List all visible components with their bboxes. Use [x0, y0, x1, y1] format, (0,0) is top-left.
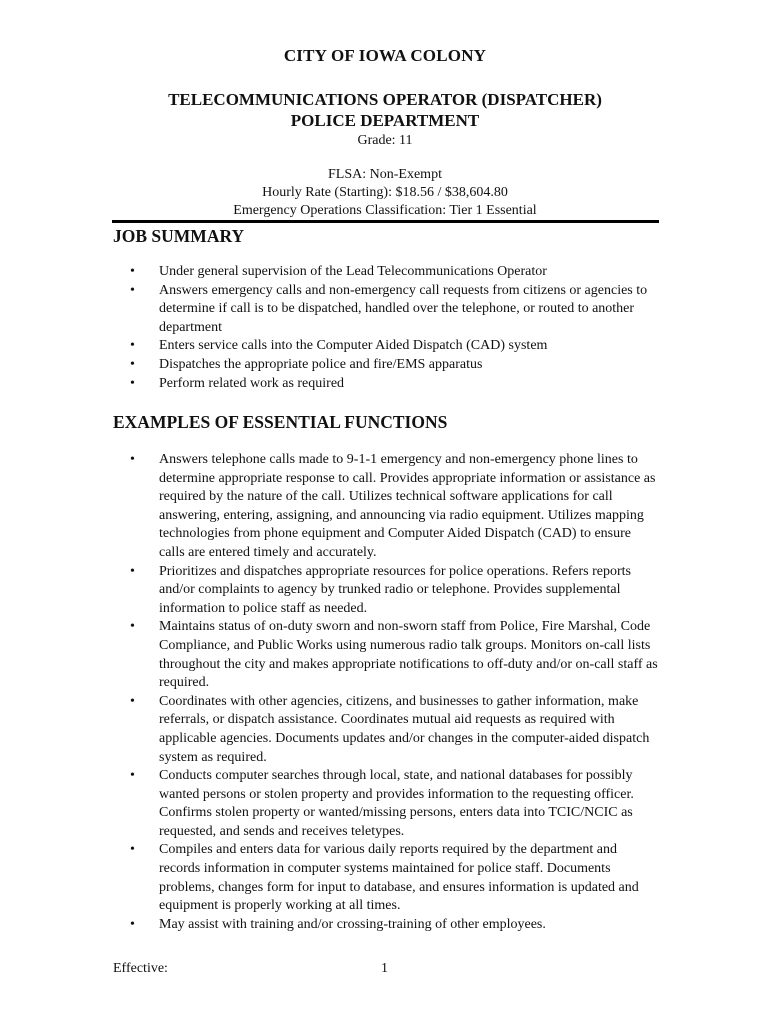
list-item: [113, 563, 658, 619]
list-item: [113, 375, 658, 394]
list-item: [113, 337, 658, 356]
bullet-icon: •: [130, 282, 135, 298]
bullet-icon: •: [130, 842, 135, 858]
department-name: POLICE DEPARTMENT: [290, 111, 480, 130]
list-item-text: Answers emergency calls and non-emergency call requests from citizens or agencies to determine if call is to be dispatched, handled over the telephone, or routed to another department: [159, 282, 648, 335]
list-item-text: Dispatches the appropriate police and fire/EMS apparatus: [159, 356, 483, 372]
list-item-text: Compiles and enters data for various daily reports required by the department and records information in computer systems maintained for police staff. Documents problems, changes form for input to database, and ensures information is updated and equipment is properly working at all times.: [159, 842, 639, 914]
bullet-icon: •: [130, 375, 135, 391]
essential-functions-heading: EXAMPLES OF ESSENTIAL FUNCTIONS: [113, 412, 448, 432]
list-item: [113, 263, 658, 282]
list-item-text: Conducts computer searches through local, state, and national databases for possibly wanted persons or stolen property and provides information to the requesting officer. Confirms stolen property or wanted/missing persons, enters data into TCIC/NCIC as requested, and sends and receives teletypes.: [159, 768, 634, 839]
list-item-text: Coordinates with other agencies, citizens, and businesses to gather information, make referrals, or dispatch assistance. Coordinates mutual aid requests as required with applicable agencies. Documents updates and/or changes in the computer-aided dispatch system as required.: [159, 693, 650, 765]
list-item: [113, 451, 658, 563]
bullet-icon: •: [130, 356, 135, 372]
emergency-classification-line: Emergency Operations Classification: Tier 1 Essential: [233, 203, 537, 218]
list-item-text: Prioritizes and dispatches appropriate resources for police operations. Refers reports and/or complaints to agency by trunked radio or telephone. Provides supplemental information to police staff as needed.: [159, 563, 631, 616]
bullet-icon: •: [130, 768, 135, 784]
list-item: [113, 916, 658, 935]
grade-line: Grade: 11: [357, 133, 413, 148]
list-item: [113, 693, 658, 767]
bullet-icon: •: [130, 693, 135, 709]
job-summary-heading: JOB SUMMARY: [113, 226, 245, 246]
organization-name: CITY OF IOWA COLONY: [283, 46, 487, 65]
list-item-text: Perform related work as required: [159, 375, 345, 391]
list-item: [113, 618, 658, 692]
list-item-text: Answers telephone calls made to 9-1-1 emergency and non-emergency phone lines to determine appropriate response to call. Provides appropriate information or assistance as required by the nature of the call. Utilizes technical software applications for call answering, entering, assigning, and announcing via radio equipment. Utilizes mapping technologies from phone equipment and Computer Aided Dispatch (CAD) to ensure calls are entered timely and accurately.: [159, 452, 656, 560]
job-summary-list: [113, 263, 658, 393]
list-item-text: Enters service calls into the Computer Aided Dispatch (CAD) system: [159, 338, 548, 354]
hourly-rate-line: Hourly Rate (Starting): $18.56 / $38,604.80: [262, 185, 508, 200]
header-divider: [112, 220, 659, 223]
job-title: TELECOMMUNICATIONS OPERATOR (DISPATCHER): [168, 90, 602, 109]
bullet-icon: •: [130, 264, 135, 279]
list-item-text: May assist with training and/or crossing-training of other employees.: [159, 916, 546, 932]
list-item-text: Maintains status of on-duty sworn and non-sworn staff from Police, Fire Marshal, Code Compliance, and Public Works using numerous radio talk groups. Monitors on-call lists throughout the city and makes appropriate notifications to off-duty and/or on-call staff as required.: [159, 619, 658, 691]
effective-date-label: Effective:: [113, 961, 168, 976]
bullet-icon: •: [130, 338, 135, 354]
list-item: [113, 356, 658, 375]
list-item: [113, 767, 658, 841]
list-item: [113, 282, 658, 338]
bullet-icon: •: [130, 563, 135, 579]
flsa-line: FLSA: Non-Exempt: [328, 167, 442, 182]
bullet-icon: •: [130, 619, 135, 635]
list-item: [113, 841, 658, 915]
list-item-text: Under general supervision of the Lead Telecommunications Operator: [159, 264, 547, 279]
bullet-icon: •: [130, 916, 135, 932]
bullet-icon: •: [130, 452, 135, 467]
page-number: 1: [381, 961, 388, 976]
essential-functions-list: [113, 451, 658, 934]
